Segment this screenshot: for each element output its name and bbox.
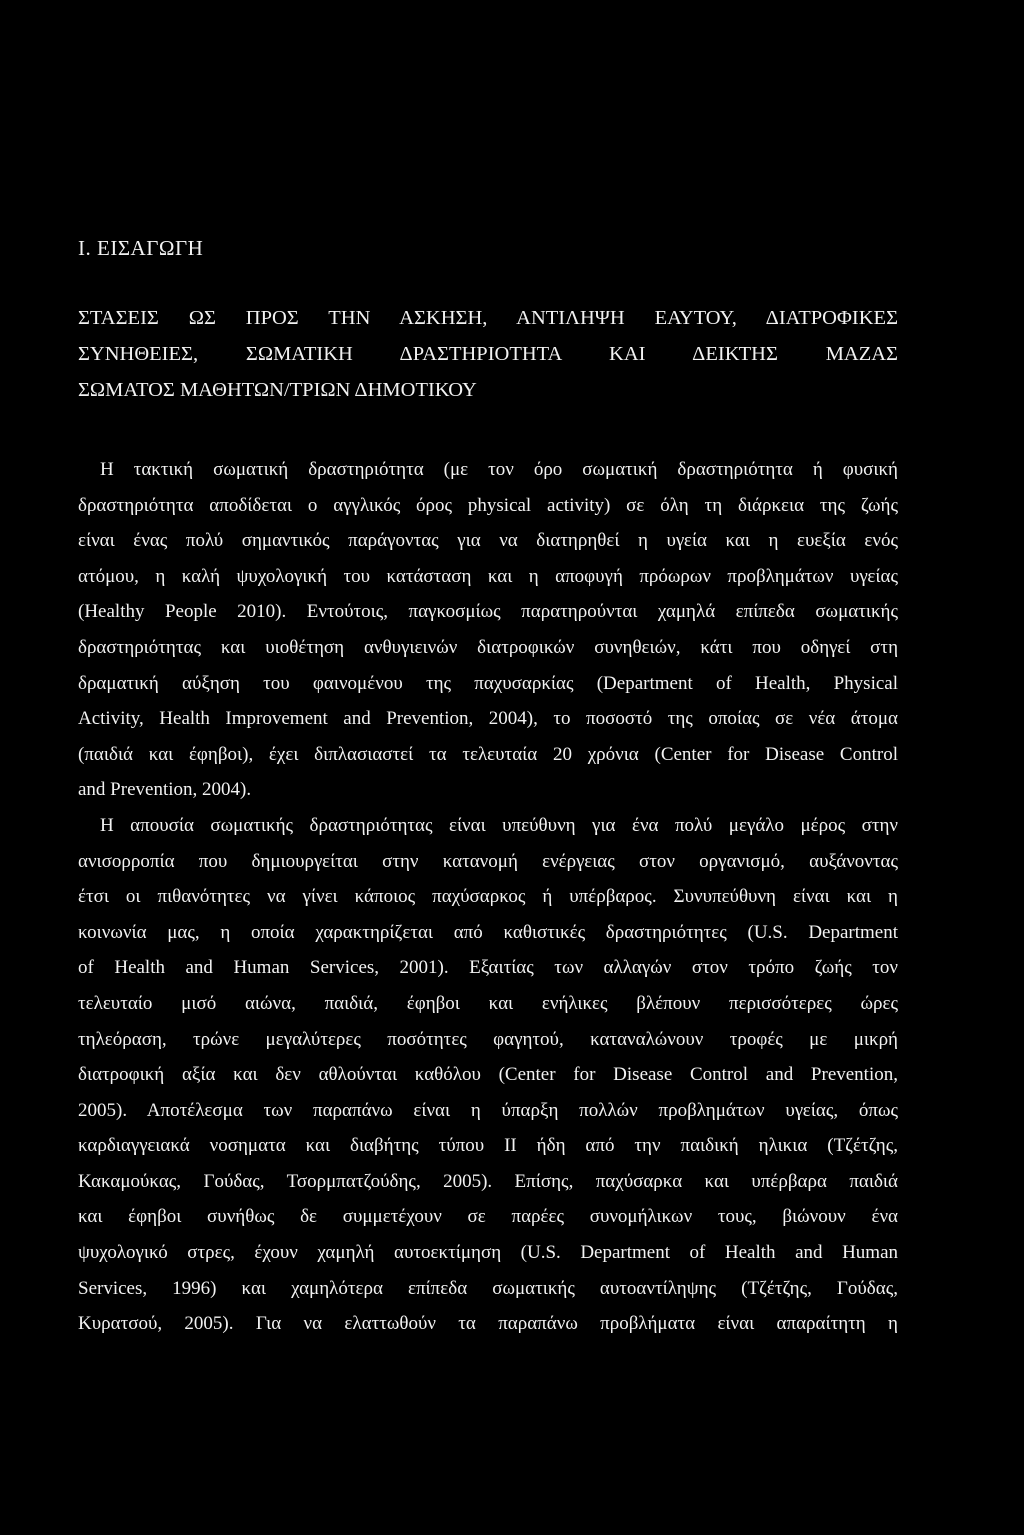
text-line: είναι ένας πολύ σημαντικός παράγοντας για να διατηρηθεί η υγεία και η ευεξία ενός (78, 530, 898, 552)
text-line: and Prevention, 2004). (78, 779, 252, 801)
text-line: δραστηριότητα αποδίδεται ο αγγλικός όρος physical activity) σε όλη τη διάρκεια της ζωής (78, 494, 898, 516)
text-line: έτσι οι πιθανότητες να γίνει κάποιος παχύσαρκος ή υπέρβαρος. Συνυπεύθυνη είναι και η (78, 886, 898, 908)
text-line: δραστηριότητας και υιοθέτηση ανθυγιεινών διατροφικών συνηθειών, κάτι που οδηγεί στη (78, 636, 898, 658)
text-line: τηλεόραση, τρώνε μεγαλύτερες ποσότητες φαγητού, καταναλώνουν τροφές με μικρή (78, 1028, 898, 1050)
text-line: ατόμου, η καλή ψυχολογική του κατάσταση και η αποφυγή πρόωρων προβλημάτων υγείας (78, 565, 898, 587)
document-subtitle (78, 300, 898, 408)
text-line: Η απουσία σωματικής δραστηριότητας είναι υπεύθυνη για ένα πολύ μεγάλο μέρος στην (100, 814, 898, 836)
subtitle-line: ΣΤΑΣΕΙΣ ΩΣ ΠΡΟΣ ΤΗΝ ΑΣΚΗΣΗ, ΑΝΤΙΛΗΨΗ ΕΑΥΤΟΥ, ΔΙΑΤΡΟΦΙΚΕΣ (78, 307, 898, 329)
paragraph-2 (78, 808, 898, 1342)
text-line: Η τακτική σωματική δραστηριότητα (με τον όρο σωματική δραστηριότητα ή φυσική (100, 459, 898, 480)
text-line: Activity, Health Improvement and Prevention, 2004), το ποσοστό της οποίας σε νέα άτομα (78, 708, 898, 730)
text-line: και έφηβοι συνήθως δε συμμετέχουν σε παρέες συνομήλικων τους, βιώνουν ένα (78, 1206, 898, 1228)
text-line: 2005). Αποτέλεσμα των παραπάνω είναι η ύπαρξη πολλών προβλημάτων υγείας, όπως (78, 1099, 898, 1121)
document-page (78, 0, 898, 1535)
body-text (78, 452, 898, 1342)
subtitle-line: ΣΩΜΑΤΟΣ ΜΑΘΗΤΩΝ/ΤΡΙΩΝ ΔΗΜΟΤΙΚΟΥ (78, 379, 477, 401)
text-line: ψυχολογικό στρες, έχουν χαμηλή αυτοεκτίμηση (U.S. Department of Health and Human (78, 1242, 898, 1264)
text-line: Κυρατσού, 2005). Για να ελαττωθούν τα παραπάνω προβλήματα είναι απαραίτητη η (78, 1313, 898, 1335)
text-line: (παιδιά και έφηβοι), έχει διπλασιαστεί τα τελευταία 20 χρόνια (Center for Disease Control (78, 743, 898, 765)
text-line: Services, 1996) και χαμηλότερα επίπεδα σωματικής αυτοαντίληψης (Τζέτζης, Γούδας, (78, 1277, 898, 1299)
section-heading (78, 236, 203, 261)
text-line: κοινωνία μας, η οποία χαρακτηρίζεται από καθιστικές δραστηριότητες (U.S. Department (78, 921, 898, 943)
text-line: καρδιαγγειακά νοσηματα και διαβήτης τύπου ΙΙ ήδη από την παιδική ηλικια (Τζέτζης, (78, 1135, 898, 1157)
paragraph-1 (78, 452, 898, 808)
subtitle-line: ΣΥΝΗΘΕΙΕΣ, ΣΩΜΑΤΙΚΗ ΔΡΑΣΤΗΡΙΟΤΗΤΑ ΚΑΙ ΔΕΙΚΤΗΣ ΜΑΖΑΣ (78, 343, 898, 365)
text-line: τελευταίο μισό αιώνα, παιδιά, έφηβοι και ενήλικες βλέπουν περισσότερες ώρες (78, 992, 898, 1014)
text-line: διατροφική αξία και δεν αθλούνται καθόλου (Center for Disease Control and Prevention, (78, 1064, 898, 1086)
section-number: I. (78, 236, 92, 260)
section-title: ΕΙΣΑΓΩΓΗ (97, 236, 204, 260)
text-line: of Health and Human Services, 2001). Εξαιτίας των αλλαγών στον τρόπο ζωής τον (78, 957, 898, 979)
text-line: δραματική αύξηση του φαινομένου της παχυσαρκίας (Department of Health, Physical (78, 672, 898, 694)
text-line: ανισορροπία που δημιουργείται στην κατανομή ενέργειας στον οργανισμό, αυξάνοντας (78, 850, 898, 872)
text-line: Κακαμούκας, Γούδας, Τσορμπατζούδης, 2005). Επίσης, παχύσαρκα και υπέρβαρα παιδιά (78, 1170, 898, 1192)
text-line: (Healthy People 2010). Εντούτοις, παγκοσμίως παρατηρούνται χαμηλά επίπεδα σωματικής (78, 601, 898, 623)
